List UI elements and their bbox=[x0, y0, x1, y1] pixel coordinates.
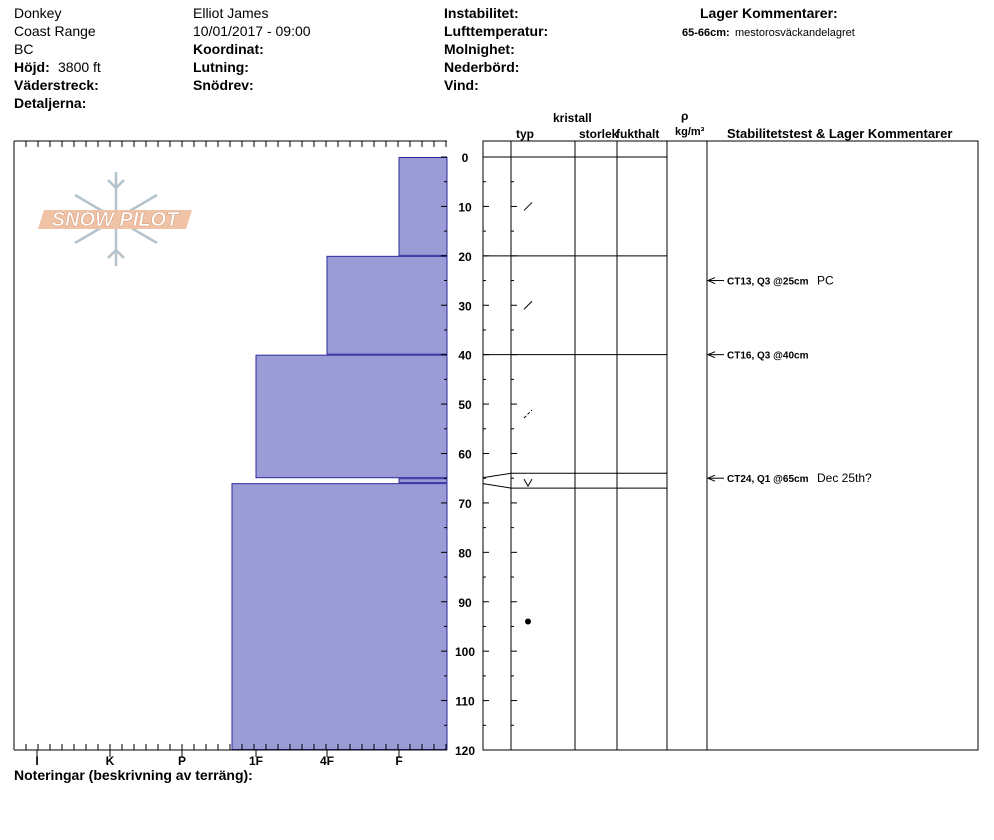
hardness-bar-1 bbox=[327, 256, 447, 354]
wind-loading-label: Snödrev: bbox=[193, 77, 254, 93]
hardness-label-F: F bbox=[395, 754, 403, 768]
sky-label: Molnighet: bbox=[444, 41, 515, 57]
depth-tick-label: 20 bbox=[458, 249, 472, 264]
depth-tick-label: 110 bbox=[455, 694, 475, 709]
grain-symbol-round bbox=[525, 619, 531, 625]
layer-comments-title: Lager Kommentarer: bbox=[700, 5, 838, 21]
hardness-label-I: I bbox=[35, 754, 39, 768]
depth-tick-label: 0 bbox=[461, 151, 469, 165]
datetime: 10/01/2017 - 09:00 bbox=[193, 23, 311, 39]
hardness-bar-3 bbox=[399, 479, 447, 483]
thin-layer-connector-bottom bbox=[483, 484, 511, 488]
air-temp-label: Lufttemperatur: bbox=[444, 23, 549, 39]
depth-tick-label: 10 bbox=[458, 200, 472, 215]
depth-tick-label: 100 bbox=[454, 645, 476, 660]
thin-layer-connector-top bbox=[483, 473, 511, 477]
details-label: Detaljerna: bbox=[14, 95, 87, 111]
test-comment: Dec 25th? bbox=[817, 471, 872, 486]
aspect-label: Väderstreck: bbox=[14, 77, 99, 93]
depth-tick-label: 30 bbox=[458, 299, 472, 314]
hardness-bar-2 bbox=[256, 355, 447, 478]
snowpilot-logo bbox=[38, 172, 192, 266]
hardness-label-1F: 1F bbox=[248, 754, 264, 768]
size-header: storlek bbox=[579, 127, 619, 141]
depth-tick-label: 70 bbox=[458, 496, 472, 511]
layer-comment-text: mestorosväckandelagret bbox=[735, 27, 855, 39]
layer-comment-depth: 65-66cm: bbox=[682, 27, 730, 39]
stability-tests-header: Stabilitetstest & Lager Kommentarer bbox=[727, 126, 953, 141]
location: Donkey bbox=[14, 5, 62, 21]
elevation-value: 3800 ft bbox=[58, 59, 101, 75]
notes-label: Noteringar (beskrivning av terräng): bbox=[14, 767, 253, 783]
coord-label: Koordinat: bbox=[193, 41, 264, 57]
density-unit-header: kg/m³ bbox=[675, 126, 705, 138]
test-label: CT13, Q3 @25cm bbox=[727, 276, 809, 288]
test-label: CT16, Q3 @40cm bbox=[727, 350, 809, 362]
mountain-range: Coast Range bbox=[14, 23, 96, 39]
hardness-label-P: P bbox=[177, 754, 187, 768]
test-comment: PC bbox=[817, 273, 834, 288]
elevation-label: Höjd: bbox=[14, 59, 50, 75]
hardness-bar-0 bbox=[399, 158, 447, 256]
depth-tick-label: 80 bbox=[458, 546, 472, 561]
depth-tick-label: 120 bbox=[454, 744, 476, 758]
moisture-header: fukthalt bbox=[616, 127, 660, 141]
grain-symbol-surface-hoar bbox=[524, 479, 532, 486]
stability-label: Instabilitet: bbox=[444, 5, 519, 21]
precip-label: Nederbörd: bbox=[444, 59, 520, 75]
depth-tick-label: 50 bbox=[458, 398, 472, 413]
type-header: typ bbox=[516, 127, 534, 141]
grain-symbol-facet bbox=[524, 410, 532, 418]
observer: Elliot James bbox=[193, 5, 269, 21]
depth-tick-label: 40 bbox=[458, 348, 472, 363]
grain-symbol-facet bbox=[524, 202, 532, 210]
hardness-label-4F: 4F bbox=[319, 754, 335, 768]
state: BC bbox=[14, 41, 34, 57]
crystal-header: kristall bbox=[553, 111, 592, 125]
depth-tick-label: 60 bbox=[458, 447, 472, 462]
slope-label: Lutning: bbox=[193, 59, 249, 75]
hardness-label-K: K bbox=[105, 754, 115, 768]
hardness-bar-4 bbox=[232, 484, 447, 750]
wind-label: Vind: bbox=[444, 77, 479, 93]
profile-table-frame bbox=[483, 141, 978, 750]
logo-text: SNOW PILOT bbox=[51, 209, 179, 231]
rho-header: ρ bbox=[681, 109, 689, 123]
test-label: CT24, Q1 @65cm bbox=[727, 474, 809, 486]
grain-symbol-facet bbox=[524, 301, 532, 309]
depth-tick-label: 90 bbox=[458, 595, 472, 610]
